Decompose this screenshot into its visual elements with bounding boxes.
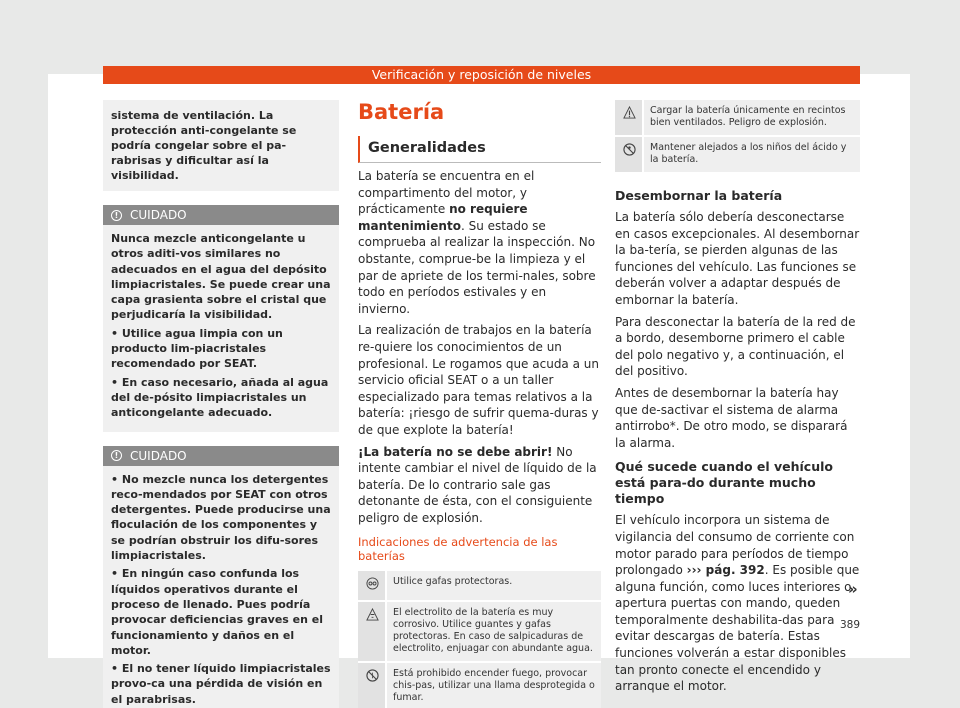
icon-cell	[615, 100, 643, 136]
table-row	[615, 100, 860, 136]
symbol-text: Está prohibido encender fuego, provocar chis-pas, utilizar una llama desprotegida o fumar.	[386, 662, 601, 708]
paragraph: Para desconectar la batería de la red de a bordo, desemborne primero el cable del polo negativo y, a continuación, el del positivo.	[615, 314, 856, 379]
caution-icon: !	[111, 450, 122, 461]
paragraph: Antes de desembornar la batería hay que de-sactivar el sistema de alarma antirrobo*. De otro modo, se disparará la alarma.	[615, 385, 848, 450]
paragraph	[358, 168, 601, 317]
section-heading: Qué sucede cuando el vehículo está para-do durante mucho tiempo	[615, 459, 833, 507]
section-heading: Desembornar la batería	[615, 188, 783, 203]
warning-paragraph: • En caso necesario, añada al agua del de-pósito limpiacristales un anticongelante adecuado.	[111, 375, 329, 420]
goggles-icon	[366, 577, 379, 590]
column-right	[615, 100, 860, 695]
warning-paragraph: • Utilice agua limpia con un producto lim-piacristales recomendado por SEAT.	[111, 326, 283, 371]
symbols-table-continued	[615, 100, 860, 174]
subheading-block	[358, 136, 601, 163]
icon-cell	[358, 601, 386, 662]
column-left	[103, 100, 339, 708]
corrosive-icon	[366, 608, 379, 621]
symbol-text: Mantener alejados a los niños del ácido y la batería.	[643, 136, 860, 173]
symbol-text: Cargar la batería únicamente en recintos bien ventilados. Peligro de explosión.	[643, 100, 860, 136]
warning-box-2	[103, 446, 339, 708]
paragraph: La batería sólo debería desconectarse en casos excepcionales. Al desembornar la ba-tería, se pierden algunas de las funciones del vehículo. Las funciones se deberán volver a adaptar después de embornar la batería.	[615, 210, 860, 307]
caution-icon: !	[111, 210, 122, 221]
explosion-icon	[623, 106, 636, 119]
text-run: . Es posible que alguna función, como luces interiores o apertura puertas con mando, queden temporalmente deshabilita-das para evitar descargas de batería. Estas funciones volverán a estar disponibles tan pronto conecte el encendido y arranque el motor.	[615, 563, 860, 694]
paragraph	[358, 444, 601, 527]
table-row	[615, 136, 860, 173]
warning-body	[103, 466, 339, 708]
continue-mark: »	[848, 580, 858, 598]
column-middle	[358, 100, 601, 708]
warning-paragraph: • El no tener líquido limpiacristales provo-ca una pérdida de visión en el parabrisas.	[111, 662, 331, 706]
table-row	[358, 571, 601, 601]
paragraph	[615, 512, 860, 695]
warning-header	[103, 205, 339, 225]
body-text	[615, 512, 860, 695]
page-reference-link[interactable]: ››› pág. 392	[686, 563, 765, 578]
text-run: No intente cambiar el nivel de líquido de la batería. De lo contrario sale gas detonante de ésta, con el consiguiente peligro de explosión.	[358, 444, 597, 525]
text-run: El vehículo incorpora un sistema de vigilancia del consumo de corriente con motor parado para períodos de tiempo prolongado	[615, 513, 855, 578]
warning-body	[103, 225, 339, 432]
warning-paragraph: • En ningún caso confunda los líquidos operativos durante el proceso de llenado. Pues podría provocar deficiencias graves en el funcionamiento y daños en el motor.	[111, 567, 324, 657]
table-row	[358, 601, 601, 662]
warning-header	[103, 446, 339, 466]
symbol-text: El electrolito de la batería es muy corrosivo. Utilice guantes y gafas protectoras. En caso de salpicaduras de electrolito, enjuagar con abundante agua.	[386, 601, 601, 662]
text-run: La batería se encuentra en el compartimento del motor, y prácticamente	[358, 169, 535, 217]
chapter-heading: Batería	[358, 100, 445, 124]
table-row	[358, 662, 601, 708]
icon-cell	[615, 136, 643, 173]
no-children-icon	[623, 143, 636, 156]
text-run: . Su estado se comprueba al realizar la inspección. No obstante, comprue-be la limpieza y el par de apriete de los termi-nales, sobre todo en períodos estivales y en invierno.	[358, 218, 596, 316]
bold-run: no requiere mantenimiento	[358, 202, 528, 233]
warning-title: CUIDADO	[130, 208, 187, 222]
page-number: 389	[840, 619, 861, 631]
paragraph: La realización de trabajos en la batería re-quiere los conocimientos de un profesional. Le rogamos que acuda a un servicio oficial SEAT o a un taller especializado para temas relativos a la batería: ¡riesgo de sufrir quema-duras y de que explote la batería!	[358, 323, 599, 437]
warning-title: CUIDADO	[130, 448, 187, 463]
no-fire-icon	[366, 669, 379, 682]
symbols-title: Indicaciones de advertencia de las baterías	[358, 535, 558, 564]
body-text	[615, 209, 860, 451]
warning-box-1	[103, 205, 339, 432]
warning-paragraph: • No mezcle nunca los detergentes reco-mendados por SEAT con otros detergentes. Puede producirse una floculación de los componentes y se podrían obstruir los difu-sores limpiacristales.	[111, 472, 331, 563]
symbols-table	[358, 571, 601, 708]
icon-cell	[358, 662, 386, 708]
intro-box: sistema de ventilación. La protección anti-congelante se podría congelar sobre el pa-rabrisas y dificultar así la visibilidad.	[103, 100, 339, 191]
body-text	[358, 168, 601, 526]
icon-cell	[358, 571, 386, 601]
bold-run: ¡La batería no se debe abrir!	[358, 444, 553, 459]
section-header: Verificación y reposición de niveles	[103, 66, 860, 84]
symbol-text: Utilice gafas protectoras.	[386, 571, 601, 601]
warning-paragraph: Nunca mezcle anticongelante u otros aditi-vos similares no adecuados en el agua del depósito limpiacristales. Se puede crear una capa grasienta sobre el cristal que perjudicaría la visibilidad.	[111, 232, 331, 322]
subheading: Generalidades	[368, 140, 486, 156]
